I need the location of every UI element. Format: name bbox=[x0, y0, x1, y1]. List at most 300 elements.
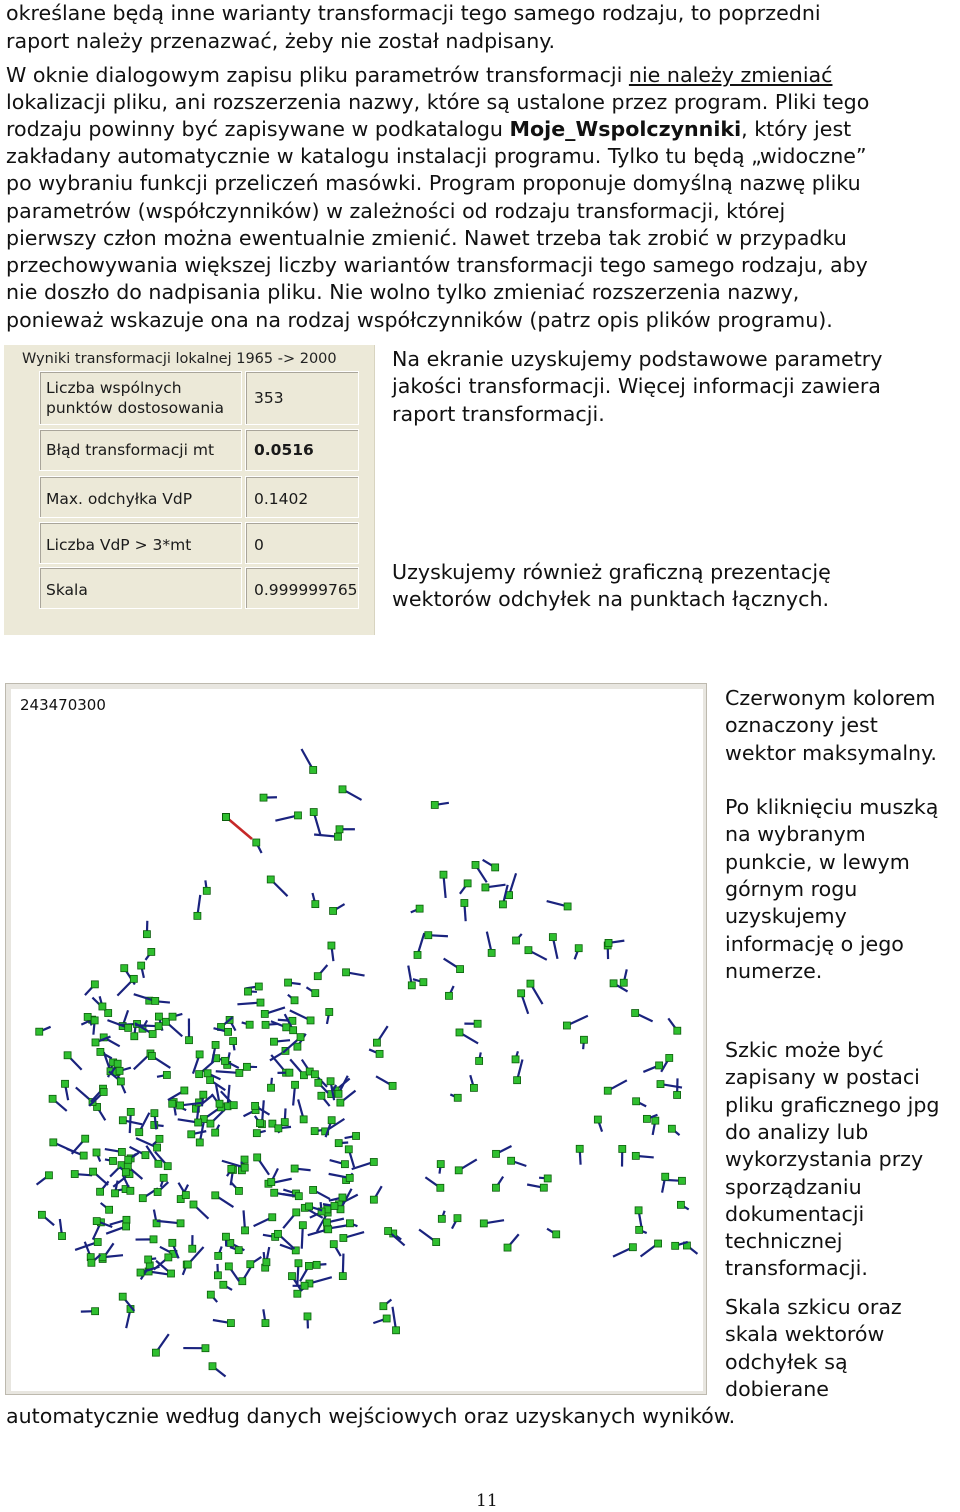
control-point bbox=[518, 990, 525, 997]
value-text: 0.0516 bbox=[254, 441, 314, 459]
control-point bbox=[331, 1203, 338, 1210]
label-line: Liczba VdP > 3*mt bbox=[46, 536, 192, 554]
control-point bbox=[184, 1261, 191, 1268]
control-point bbox=[194, 912, 201, 919]
underlined-text: nie należy zmieniać bbox=[628, 63, 833, 87]
note-line: wykorzystania przy bbox=[725, 1147, 924, 1172]
value-text: 353 bbox=[254, 389, 284, 407]
transformation-error-label bbox=[39, 429, 242, 471]
control-point bbox=[239, 1278, 246, 1285]
note-line: Skala szkicu oraz bbox=[725, 1295, 902, 1319]
control-point bbox=[119, 1293, 126, 1300]
note-line: transformacji. bbox=[725, 1256, 868, 1281]
text-line: po wybraniu funkcji przeliczeń masówki. Program proponuje domyślną nazwę pliku bbox=[6, 171, 861, 195]
control-point bbox=[330, 1241, 337, 1248]
note-line: punkcie, w lewym bbox=[725, 849, 910, 874]
control-point bbox=[492, 864, 499, 871]
note-line: dokumentacji bbox=[725, 1201, 865, 1226]
control-point bbox=[353, 1132, 360, 1139]
control-point bbox=[327, 1078, 334, 1085]
exceeding-count-value bbox=[245, 522, 359, 564]
control-point bbox=[169, 1239, 176, 1246]
control-point bbox=[177, 1220, 184, 1227]
control-point bbox=[311, 1071, 318, 1078]
control-point bbox=[330, 907, 337, 914]
control-point bbox=[527, 980, 534, 987]
control-point bbox=[656, 1062, 663, 1069]
control-point bbox=[257, 999, 264, 1006]
control-point bbox=[154, 1144, 161, 1151]
control-point bbox=[340, 1234, 347, 1241]
control-point bbox=[80, 1152, 87, 1159]
control-point bbox=[373, 1039, 380, 1046]
control-point bbox=[220, 1281, 227, 1288]
control-point bbox=[323, 1219, 330, 1226]
control-point bbox=[254, 1154, 261, 1161]
control-point bbox=[674, 1027, 681, 1034]
control-point bbox=[177, 1102, 184, 1109]
scale-label bbox=[39, 567, 242, 609]
control-point bbox=[312, 990, 319, 997]
control-point bbox=[328, 1117, 335, 1124]
final-line: automatycznie według danych wejściowych oraz uzyskanych wyników. bbox=[6, 1404, 736, 1428]
control-point bbox=[514, 1077, 521, 1084]
control-point bbox=[326, 1008, 333, 1015]
control-point bbox=[227, 1320, 234, 1327]
control-point bbox=[188, 1131, 195, 1138]
control-point bbox=[482, 884, 489, 891]
control-point bbox=[209, 1363, 216, 1370]
control-point bbox=[461, 899, 468, 906]
control-point bbox=[155, 1160, 162, 1167]
control-point bbox=[283, 1024, 290, 1031]
control-point bbox=[142, 1152, 149, 1159]
control-point bbox=[117, 1078, 124, 1085]
control-point bbox=[262, 1021, 269, 1028]
text-line: raport transformacji. bbox=[392, 402, 605, 426]
vector-plot bbox=[11, 689, 703, 1391]
control-point bbox=[437, 1161, 444, 1168]
control-point bbox=[204, 1070, 211, 1077]
control-point bbox=[246, 1021, 253, 1028]
control-point bbox=[148, 1053, 155, 1060]
control-point bbox=[241, 1164, 248, 1171]
control-point bbox=[270, 1038, 277, 1045]
control-point bbox=[155, 1023, 162, 1030]
control-point bbox=[122, 1169, 129, 1176]
control-point bbox=[207, 1291, 214, 1298]
control-point bbox=[464, 880, 471, 887]
control-point bbox=[149, 1031, 156, 1038]
control-point bbox=[314, 973, 321, 980]
control-point bbox=[389, 1082, 396, 1089]
control-point bbox=[262, 1320, 269, 1327]
control-point bbox=[414, 951, 421, 958]
control-point bbox=[212, 1129, 219, 1136]
control-point bbox=[92, 1308, 99, 1315]
control-point bbox=[315, 1079, 322, 1086]
control-point bbox=[207, 1120, 214, 1127]
control-point bbox=[346, 1174, 353, 1181]
control-point bbox=[632, 1010, 639, 1017]
control-point bbox=[470, 1084, 477, 1091]
text-line: zakładany automatycznie w katalogu instalacji programu. Tylko tu będą „widoczne” bbox=[6, 144, 867, 168]
control-point bbox=[127, 1187, 134, 1194]
control-point bbox=[472, 861, 479, 868]
control-point bbox=[45, 1172, 52, 1179]
control-point bbox=[136, 1129, 143, 1136]
control-point bbox=[195, 1119, 202, 1126]
text-line: pierwszy człon można ewentualnie zmienić. Nawet trzeba tak zrobić w przypadku bbox=[6, 226, 847, 250]
control-point bbox=[336, 826, 343, 833]
control-point bbox=[236, 1069, 243, 1076]
control-point bbox=[304, 1313, 311, 1320]
control-point bbox=[168, 1270, 175, 1277]
control-point bbox=[164, 1163, 171, 1170]
folder-name: Moje_Wspolczynniki bbox=[509, 117, 742, 141]
text-span: , który jest bbox=[741, 117, 852, 141]
control-point bbox=[106, 1206, 113, 1213]
transformation-results-panel bbox=[4, 345, 375, 635]
common-points-value bbox=[245, 371, 359, 425]
control-point bbox=[306, 1203, 313, 1210]
control-point bbox=[186, 1037, 193, 1044]
control-point bbox=[123, 1223, 130, 1230]
control-point bbox=[36, 1028, 43, 1035]
control-point bbox=[335, 1090, 342, 1097]
control-point bbox=[293, 1209, 300, 1216]
note-line: numerze. bbox=[725, 958, 823, 983]
control-point bbox=[474, 1020, 481, 1027]
control-point bbox=[299, 1222, 306, 1229]
control-point bbox=[291, 1165, 298, 1172]
control-point bbox=[169, 1100, 176, 1107]
text-line bbox=[6, 62, 832, 89]
control-point bbox=[216, 1100, 223, 1107]
text-line: jakości transformacji. Więcej informacji zawiera bbox=[392, 374, 881, 398]
control-point bbox=[290, 1027, 297, 1034]
control-point bbox=[549, 934, 556, 941]
control-point bbox=[343, 969, 350, 976]
control-point bbox=[312, 901, 319, 908]
control-point bbox=[325, 1226, 332, 1233]
control-point bbox=[131, 1033, 138, 1040]
control-point bbox=[480, 1220, 487, 1227]
control-point bbox=[93, 1218, 100, 1225]
control-point bbox=[476, 1057, 483, 1064]
control-point bbox=[243, 1063, 250, 1070]
scale-value bbox=[245, 567, 359, 609]
control-point bbox=[150, 1236, 157, 1243]
control-point bbox=[457, 966, 464, 973]
control-point bbox=[385, 1228, 392, 1235]
control-point bbox=[274, 1230, 281, 1237]
control-point bbox=[91, 1017, 98, 1024]
control-point bbox=[339, 1194, 346, 1201]
control-point bbox=[90, 1168, 97, 1175]
control-point bbox=[456, 1029, 463, 1036]
control-point bbox=[100, 1088, 107, 1095]
control-point bbox=[580, 1036, 587, 1043]
value-text: 0 bbox=[254, 536, 264, 554]
control-point bbox=[252, 1102, 259, 1109]
control-point bbox=[433, 1239, 440, 1246]
control-point bbox=[301, 1282, 308, 1289]
control-point bbox=[230, 1102, 237, 1109]
control-point bbox=[214, 1272, 221, 1279]
control-point bbox=[118, 1148, 125, 1155]
control-point bbox=[345, 1146, 352, 1153]
control-point bbox=[655, 1240, 662, 1247]
control-point bbox=[59, 1233, 66, 1240]
control-point bbox=[162, 1018, 169, 1025]
control-point bbox=[605, 939, 612, 946]
text-span: rodzaju powinny być zapisywane w podkatalogu bbox=[6, 117, 510, 141]
note-line: skala wektorów bbox=[725, 1322, 885, 1347]
control-point bbox=[271, 1189, 278, 1196]
control-point bbox=[370, 1196, 377, 1203]
control-point bbox=[148, 948, 155, 955]
control-point bbox=[678, 1177, 685, 1184]
control-point bbox=[114, 1060, 121, 1067]
control-point bbox=[255, 983, 262, 990]
control-point bbox=[228, 1165, 235, 1172]
common-points-label bbox=[39, 371, 242, 425]
value-text: 0.999999765 bbox=[254, 581, 358, 599]
control-point bbox=[267, 1084, 274, 1091]
control-point bbox=[71, 1171, 78, 1178]
note-line: do analizy lub bbox=[725, 1119, 869, 1144]
note-line: Po kliknięciu muszką bbox=[725, 795, 939, 819]
control-point bbox=[160, 1174, 167, 1181]
control-point bbox=[376, 1050, 383, 1057]
control-point bbox=[672, 1242, 679, 1249]
control-point bbox=[295, 1260, 302, 1267]
note-line: informację o jego bbox=[725, 931, 904, 956]
control-point bbox=[152, 1349, 159, 1356]
selected-point-number: 243470300 bbox=[20, 696, 106, 714]
text-line: raport należy przenazwać, żeby nie został nadpisany. bbox=[6, 29, 556, 53]
control-point bbox=[82, 1135, 89, 1142]
control-point bbox=[84, 1013, 91, 1020]
control-point bbox=[38, 1211, 45, 1218]
control-point bbox=[169, 1013, 176, 1020]
panel-title: Wyniki transformacji lokalnej 1965 -> 2000 bbox=[22, 351, 337, 367]
control-point bbox=[225, 1028, 232, 1035]
text-line: wektorów odchyłek na punktach łącznych. bbox=[392, 587, 830, 611]
control-point bbox=[181, 1087, 188, 1094]
control-point bbox=[64, 1052, 71, 1059]
control-point bbox=[380, 1303, 387, 1310]
control-point bbox=[425, 932, 432, 939]
control-point bbox=[540, 1184, 547, 1191]
note-line: odchyłek są bbox=[725, 1349, 848, 1374]
control-point bbox=[310, 1186, 317, 1193]
note-line: Szkic może być bbox=[725, 1038, 884, 1062]
note-line: sporządzaniu bbox=[725, 1174, 862, 1199]
control-point bbox=[493, 1150, 500, 1157]
control-point bbox=[116, 1067, 123, 1074]
control-point bbox=[594, 1116, 601, 1123]
control-point bbox=[143, 931, 150, 938]
control-point bbox=[247, 1261, 254, 1268]
control-point bbox=[313, 1261, 320, 1268]
control-point bbox=[334, 833, 341, 840]
control-point bbox=[88, 1259, 95, 1266]
control-point bbox=[674, 1091, 681, 1098]
control-point bbox=[346, 1220, 353, 1227]
control-point bbox=[256, 1120, 263, 1127]
control-point bbox=[437, 1184, 444, 1191]
control-point bbox=[292, 1081, 299, 1088]
control-point bbox=[202, 1345, 209, 1352]
control-point bbox=[620, 979, 627, 986]
control-point bbox=[156, 1135, 163, 1142]
control-point bbox=[454, 1215, 461, 1222]
control-point bbox=[97, 1188, 104, 1195]
control-point bbox=[455, 1167, 462, 1174]
control-point bbox=[105, 1010, 112, 1017]
control-point bbox=[635, 1207, 642, 1214]
control-point bbox=[431, 801, 438, 808]
control-point bbox=[152, 997, 159, 1004]
max-deviation-label bbox=[39, 476, 242, 518]
text-line: nie doszło do nadpisania pliku. Nie wolno tylko zmieniać rozszerzenia nazwy, bbox=[6, 280, 800, 304]
max-deviation-value bbox=[245, 476, 359, 518]
control-point bbox=[244, 988, 251, 995]
control-point bbox=[563, 1022, 570, 1029]
control-point bbox=[610, 980, 617, 987]
control-point bbox=[294, 1290, 301, 1297]
control-point bbox=[230, 1038, 237, 1045]
control-point bbox=[151, 1110, 158, 1117]
control-point bbox=[110, 1157, 117, 1164]
control-point bbox=[294, 812, 301, 819]
text-line: lokalizacji pliku, ani rozszerzenia nazwy, które są ustalone przez program. Pliki tego bbox=[6, 90, 870, 114]
control-point bbox=[49, 1095, 56, 1102]
control-point bbox=[513, 937, 520, 944]
control-point bbox=[305, 1262, 312, 1269]
control-point bbox=[123, 1216, 130, 1223]
transformation-error-value bbox=[245, 429, 359, 471]
control-point bbox=[544, 1175, 551, 1182]
text-line: parametrów (współczynników) w zależności od rodzaju transformacji, której bbox=[6, 199, 786, 223]
control-point bbox=[112, 1190, 119, 1197]
control-point bbox=[337, 1099, 344, 1106]
control-point bbox=[263, 1259, 270, 1266]
control-point bbox=[370, 1158, 377, 1165]
control-point bbox=[221, 1057, 228, 1064]
control-point bbox=[553, 1231, 560, 1238]
control-point bbox=[335, 1140, 342, 1147]
control-point bbox=[438, 1215, 445, 1222]
control-point bbox=[294, 1043, 301, 1050]
control-point bbox=[212, 1192, 219, 1199]
note-line: technicznej bbox=[725, 1229, 843, 1254]
control-point bbox=[288, 1273, 295, 1280]
control-point bbox=[154, 1189, 161, 1196]
control-point bbox=[50, 1139, 57, 1146]
control-point bbox=[629, 1244, 636, 1251]
control-point bbox=[576, 1145, 583, 1152]
control-point bbox=[286, 1069, 293, 1076]
control-point bbox=[662, 1173, 669, 1180]
note-line: górnym rogu bbox=[725, 876, 858, 901]
control-point bbox=[196, 1051, 203, 1058]
control-point bbox=[196, 1139, 203, 1146]
control-point bbox=[297, 1034, 304, 1041]
control-point bbox=[416, 905, 423, 912]
control-point bbox=[165, 1254, 172, 1261]
control-point bbox=[275, 1125, 282, 1132]
control-point bbox=[652, 1117, 659, 1124]
deviation-vectors-sketch bbox=[5, 683, 707, 1395]
control-point bbox=[318, 1092, 325, 1099]
text-line: Uzyskujemy również graficzną prezentację bbox=[392, 560, 831, 584]
control-point bbox=[499, 901, 506, 908]
control-point bbox=[235, 1247, 242, 1254]
control-point bbox=[341, 1161, 348, 1168]
note-line: uzyskujemy bbox=[725, 904, 847, 929]
control-point bbox=[223, 814, 230, 821]
text-line: przechowywania większej liczby wariantów transformacji tego samego rodzaju, aby bbox=[6, 253, 868, 277]
label-line: Skala bbox=[46, 581, 88, 599]
control-point bbox=[504, 1244, 511, 1251]
control-point bbox=[285, 979, 292, 986]
control-point bbox=[97, 1048, 104, 1055]
control-point bbox=[203, 887, 210, 894]
note-line: wektor maksymalny. bbox=[725, 740, 937, 765]
control-point bbox=[200, 1091, 207, 1098]
control-point bbox=[445, 992, 452, 999]
control-point bbox=[119, 1117, 126, 1124]
note-line: pliku graficznego jpg bbox=[725, 1092, 940, 1117]
control-point bbox=[137, 1269, 144, 1276]
control-point bbox=[632, 1152, 639, 1159]
note-line: zapisany w postaci bbox=[725, 1065, 920, 1090]
note-line: Czerwonym kolorem bbox=[725, 686, 936, 710]
control-point bbox=[215, 1252, 222, 1259]
text-line: Na ekranie uzyskujemy podstawowe parametry bbox=[392, 347, 883, 371]
control-point bbox=[440, 871, 447, 878]
control-point bbox=[291, 997, 298, 1004]
control-point bbox=[253, 1130, 260, 1137]
sketch-canvas[interactable] bbox=[11, 689, 703, 1391]
control-point bbox=[269, 1214, 276, 1221]
text-line: określane będą inne warianty transformacji tego samego rodzaju, to poprzedni bbox=[6, 1, 821, 25]
control-point bbox=[420, 979, 427, 986]
control-point bbox=[212, 1041, 219, 1048]
control-point bbox=[163, 1071, 170, 1078]
control-point bbox=[643, 1115, 650, 1122]
control-point bbox=[492, 1184, 499, 1191]
control-point bbox=[636, 1226, 643, 1233]
control-point bbox=[604, 1087, 611, 1094]
label-line: punktów dostosowania bbox=[46, 399, 224, 417]
control-point bbox=[138, 962, 145, 969]
control-point bbox=[139, 1195, 146, 1202]
control-point bbox=[311, 1128, 318, 1135]
control-point bbox=[242, 1227, 249, 1234]
note-line: na wybranym bbox=[725, 822, 866, 847]
control-point bbox=[393, 1327, 400, 1334]
control-point bbox=[383, 1315, 390, 1322]
control-point bbox=[633, 1098, 640, 1105]
control-point bbox=[295, 1193, 302, 1200]
label-line: Błąd transformacji mt bbox=[46, 441, 215, 459]
control-point bbox=[339, 786, 346, 793]
control-point bbox=[99, 1003, 106, 1010]
